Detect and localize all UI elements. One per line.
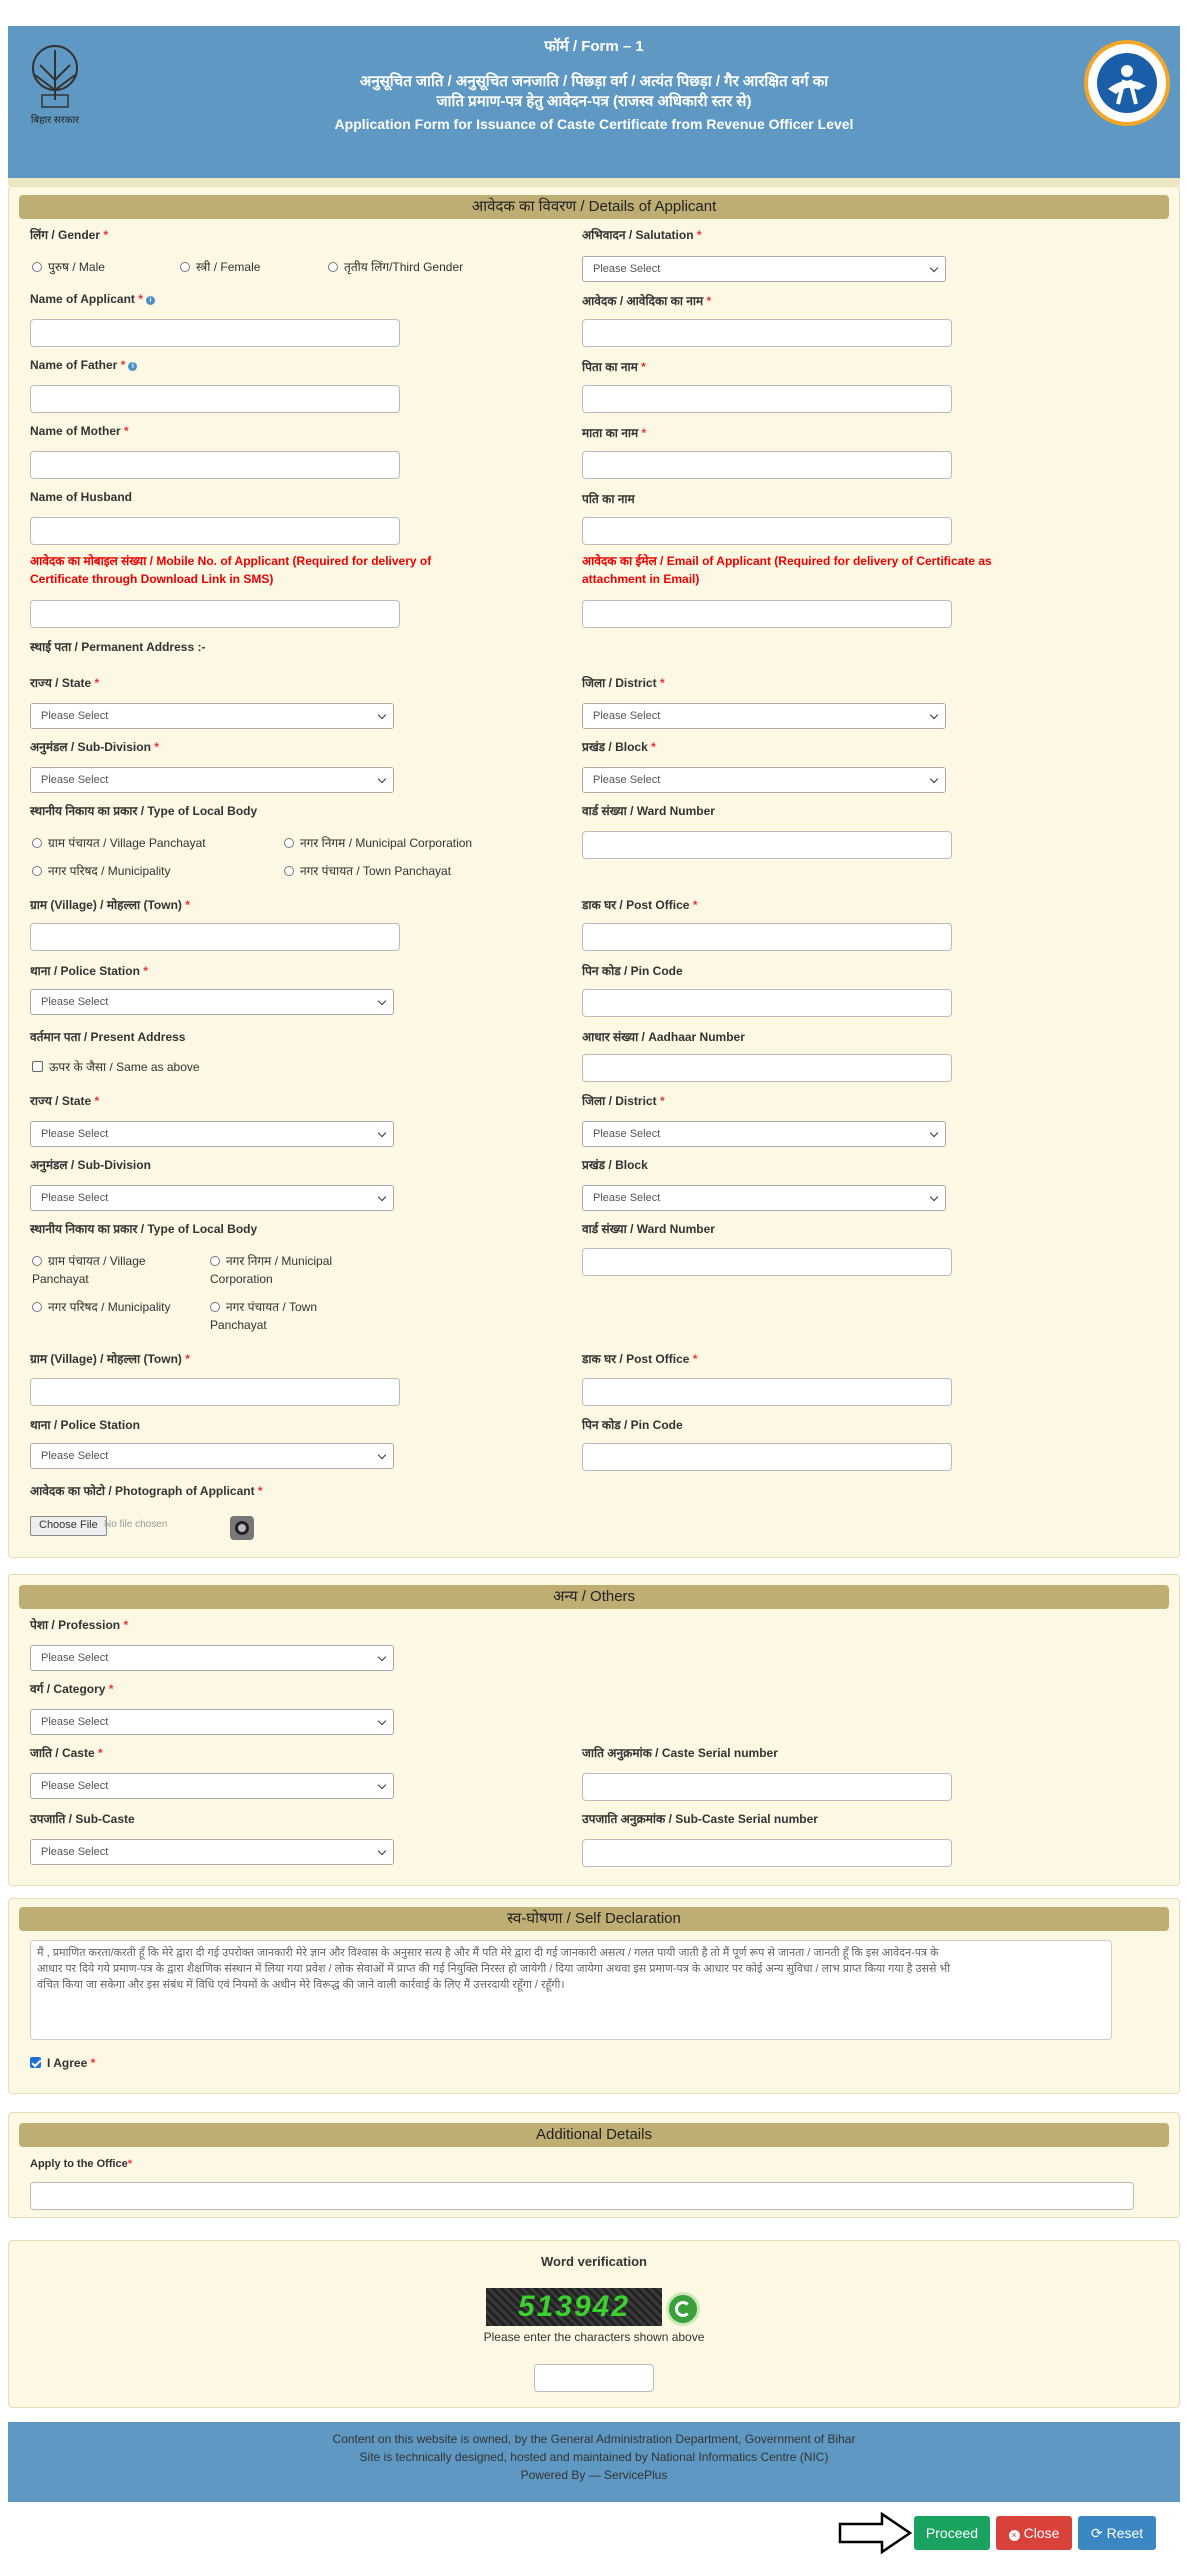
pres-post-label: डाक घर / Post Office * (582, 1352, 698, 1366)
close-button[interactable]: × Close (996, 2516, 1072, 2550)
perm-district-label: जिला / District * (582, 676, 665, 690)
declaration-line: आधार पर दिये गये प्रमाण-पत्र के द्वारा शैक्षणिक संस्थान में लिया गया प्रवेश / लोक सेवाओं में प्राप्त की गई नियुक्ति निरस्त हो जायेगी / दिया जायेगा अथवा इस प्रमाण-पत्र के आधार पर कोई अन्य सुविधा / लाभ प्राप्त किया गया है उससे भी (37, 1963, 951, 1975)
section-header-applicant: आवेदक का विवरण / Details of Applicant (19, 195, 1169, 219)
form-number: फॉर्म / Form – 1 (544, 38, 644, 55)
pres-pin-input[interactable] (582, 1443, 952, 1471)
close-icon: × (1009, 2530, 1020, 2541)
info-icon[interactable]: i (146, 296, 155, 305)
applicant-name-label: Name of Applicant * i (30, 292, 155, 306)
form-title-english: Application Form for Issuance of Caste Certificate from Revenue Officer Level (334, 116, 854, 132)
pres-state-label: राज्य / State * (30, 1094, 100, 1108)
pres-ward-input[interactable] (582, 1248, 952, 1276)
perm-post-input[interactable] (582, 923, 952, 951)
perm-ward-input[interactable] (582, 831, 952, 859)
page-header (8, 26, 1180, 178)
email-label: आवेदक का ईमेल / Email of Applicant (Required for delivery of Certificate as attachment in Email) (582, 554, 992, 586)
pres-police-select[interactable]: Please Select (30, 1443, 394, 1469)
pres-pin-label: पिन कोड / Pin Code (582, 1418, 683, 1432)
perm-lb-village-radio[interactable]: ग्राम पंचायत / Village Panchayat (32, 834, 206, 851)
perm-pin-input[interactable] (582, 989, 952, 1017)
salutation-select[interactable]: Please Select (582, 256, 946, 282)
declaration-line: मैं , प्रमाणित करता/करती हूँ कि मेरे द्वारा दी गई उपरोक्त जानकारी मेरे ज्ञान और विश्वास के अनुसार सत्य है और मैं पति मेरे द्वारा दी गई जानकारी असत्य / गलत पायी जाती है तो मैं पूर्ण रूप से जानता / जानती हूँ कि इस आवेदन-पत्र के (37, 1947, 939, 1959)
pres-lb-municorp-radio[interactable]: नगर निगम / Municipal Corporation (210, 1254, 333, 1286)
mother-name-input[interactable] (30, 451, 400, 479)
reset-button[interactable]: ⟳ Reset (1078, 2516, 1156, 2550)
aadhaar-label: आधार संख्या / Aadhaar Number (582, 1030, 745, 1044)
camera-icon[interactable] (230, 1516, 254, 1540)
present-address-label: वर्तमान पता / Present Address (30, 1030, 186, 1044)
caste-serial-input[interactable] (582, 1773, 952, 1801)
perm-lb-town-radio[interactable]: नगर पंचायत / Town Panchayat (284, 862, 451, 879)
captcha-title: Word verification (541, 2254, 647, 2269)
title-hindi-line2: जाति प्रमाण-पत्र हेतु आवेदन-पत्र (राजस्व अधिकारी स्तर से) (436, 93, 752, 110)
father-name-input[interactable] (30, 385, 400, 413)
proceed-button[interactable]: Proceed (914, 2516, 990, 2550)
applicant-name-hi-input[interactable] (582, 319, 952, 347)
mobile-input[interactable] (30, 600, 400, 628)
husband-name-hi-label: पति का नाम (582, 492, 635, 506)
pres-police-label: थाना / Police Station (30, 1418, 140, 1432)
mother-name-label: Name of Mother * (30, 424, 129, 438)
pres-subdiv-select[interactable]: Please Select (30, 1185, 394, 1211)
father-name-hi-label: पिता का नाम * (582, 360, 646, 374)
photo-label: आवेदक का फोटो / Photograph of Applicant * (30, 1484, 263, 1498)
no-file-text: No file chosen (104, 1519, 168, 1530)
applicant-name-input[interactable] (30, 319, 400, 347)
perm-state-label: राज्य / State * (30, 676, 100, 690)
perm-village-input[interactable] (30, 923, 400, 951)
perm-police-label: थाना / Police Station * (30, 964, 148, 978)
pres-ward-label: वार्ड संख्या / Ward Number (582, 1222, 715, 1236)
footer-line: Site is technically designed, hosted and maintained by National Informatics Centre (NIC) (359, 2450, 829, 2464)
perm-block-label: प्रखंड / Block * (582, 740, 656, 754)
aadhaar-input[interactable] (582, 1054, 952, 1082)
perm-subdiv-label: अनुमंडल / Sub-Division * (30, 740, 159, 754)
footer-line: Content on this website is owned, by the General Administration Department, Government of Bihar (332, 2432, 856, 2446)
profession-select[interactable]: Please Select (30, 1645, 394, 1671)
husband-name-input[interactable] (30, 517, 400, 545)
email-input[interactable] (582, 600, 952, 628)
perm-post-label: डाक घर / Post Office * (582, 898, 698, 912)
same-as-above-checkbox[interactable]: ऊपर के जैसा / Same as above (32, 1058, 200, 1075)
pres-district-select[interactable]: Please Select (582, 1121, 946, 1147)
subcaste-label: उपजाति / Sub-Caste (30, 1812, 135, 1826)
perm-localbody-label: स्थानीय निकाय का प्रकार / Type of Local Body (30, 804, 258, 818)
title-hindi-line1: अनुसूचित जाति / अनुसूचित जनजाति / पिछड़ा वर्ग / अत्यंत पिछड़ा / गैर आरक्षित वर्ग का (359, 73, 829, 90)
salutation-label: अभिवादन / Salutation * (582, 228, 702, 242)
husband-name-hi-input[interactable] (582, 517, 952, 545)
pres-localbody-label: स्थानीय निकाय का प्रकार / Type of Local Body (30, 1222, 258, 1236)
apply-office-label: Apply to the Office* (30, 2158, 133, 2170)
pres-district-label: जिला / District * (582, 1094, 665, 1108)
pres-village-label: ग्राम (Village) / मोहल्ला (Town) * (30, 1352, 190, 1366)
perm-subdiv-select[interactable]: Please Select (30, 767, 394, 793)
gender-female-radio[interactable]: स्त्री / Female (180, 258, 260, 275)
section-header-others: अन्य / Others (19, 1585, 1169, 1609)
pres-village-input[interactable] (30, 1378, 400, 1406)
caste-label: जाति / Caste * (30, 1746, 103, 1760)
perm-lb-municorp-radio[interactable]: नगर निगम / Municipal Corporation (284, 834, 472, 851)
perm-block-select[interactable]: Please Select (582, 767, 946, 793)
pres-lb-town-radio[interactable]: नगर पंचायत / Town Panchayat (210, 1300, 318, 1332)
caste-select[interactable]: Please Select (30, 1773, 394, 1799)
category-select[interactable]: Please Select (30, 1709, 394, 1735)
pres-block-label: प्रखंड / Block (582, 1158, 648, 1172)
logo-caption: बिहार सरकार (30, 115, 80, 126)
pres-block-select[interactable]: Please Select (582, 1185, 946, 1211)
choose-file-button[interactable]: Choose File (30, 1516, 107, 1536)
pres-subdiv-label: अनुमंडल / Sub-Division (30, 1158, 151, 1172)
applicant-name-hi-label: आवेदक / आवेदिका का नाम * (582, 294, 712, 308)
mother-name-hi-input[interactable] (582, 451, 952, 479)
refresh-captcha-icon[interactable] (666, 2292, 700, 2326)
father-name-hi-input[interactable] (582, 385, 952, 413)
section-header-additional: Additional Details (19, 2123, 1169, 2147)
gender-label: लिंग / Gender * (30, 228, 109, 242)
perm-ward-label: वार्ड संख्या / Ward Number (582, 804, 715, 818)
captcha-hint: Please enter the characters shown above (483, 2330, 705, 2344)
perm-police-select[interactable]: Please Select (30, 989, 394, 1015)
i-agree-checkbox[interactable]: I Agree * (30, 2056, 95, 2070)
husband-name-label: Name of Husband (30, 490, 133, 504)
arrow-right-icon (838, 2512, 912, 2557)
declaration-textarea[interactable] (30, 1940, 1112, 2040)
caste-serial-label: जाति अनुक्रमांक / Caste Serial number (582, 1746, 778, 1760)
perm-district-select[interactable]: Please Select (582, 703, 946, 729)
section-header-declaration: स्व-घोषणा / Self Declaration (19, 1907, 1169, 1931)
father-name-label: Name of Father * i (30, 358, 137, 372)
perm-village-label: ग्राम (Village) / मोहल्ला (Town) * (30, 898, 190, 912)
pres-lb-village-radio[interactable]: ग्राम पंचायत / Village Panchayat (32, 1254, 146, 1286)
refresh-icon: ⟳ (1090, 2525, 1103, 2541)
gender-third-radio[interactable]: तृतीय लिंग/Third Gender (328, 258, 463, 275)
declaration-line: वंचित किया जा सकेगा और इस संबंध में विधि एवं नियमों के अधीन मेरे विरूद्ध की जाने वाली कार्रवाई के लिए मैं उत्तरदायी रहूँगा / रहूँगी। (37, 1979, 565, 1991)
header-divider (8, 178, 1180, 186)
page-footer (8, 2422, 1180, 2502)
info-icon[interactable]: i (128, 362, 137, 371)
category-label: वर्ग / Category * (30, 1682, 114, 1696)
captcha-input[interactable] (534, 2364, 654, 2392)
perm-pin-label: पिन कोड / Pin Code (582, 964, 683, 978)
gender-male-radio[interactable]: पुरुष / Male (32, 258, 105, 275)
apply-office-input[interactable] (30, 2182, 1134, 2210)
form-title-hindi (8, 72, 1180, 112)
permanent-address-heading: स्थाई पता / Permanent Address :- (30, 640, 206, 654)
footer-line: Powered By — ServicePlus (520, 2468, 668, 2482)
profession-label: पेशा / Profession * (30, 1618, 129, 1632)
subcaste-serial-input[interactable] (582, 1839, 952, 1867)
subcaste-select[interactable]: Please Select (30, 1839, 394, 1865)
pres-lb-municipality-radio[interactable]: नगर परिषद / Municipality (32, 1298, 171, 1315)
perm-state-select[interactable]: Please Select (30, 703, 394, 729)
perm-lb-municipality-radio[interactable]: नगर परिषद / Municipality (32, 862, 171, 879)
service-emblem-logo (1084, 40, 1170, 126)
pres-state-select[interactable]: Please Select (30, 1121, 394, 1147)
pres-post-input[interactable] (582, 1378, 952, 1406)
captcha-image: 513942 (486, 2288, 662, 2326)
subcaste-serial-label: उपजाति अनुक्रमांक / Sub-Caste Serial number (582, 1812, 818, 1826)
mobile-label: आवेदक का मोबाइल संख्या / Mobile No. of Applicant (Required for delivery of Certificate through Download Link in SMS) (30, 554, 432, 586)
mother-name-hi-label: माता का नाम * (582, 426, 647, 440)
